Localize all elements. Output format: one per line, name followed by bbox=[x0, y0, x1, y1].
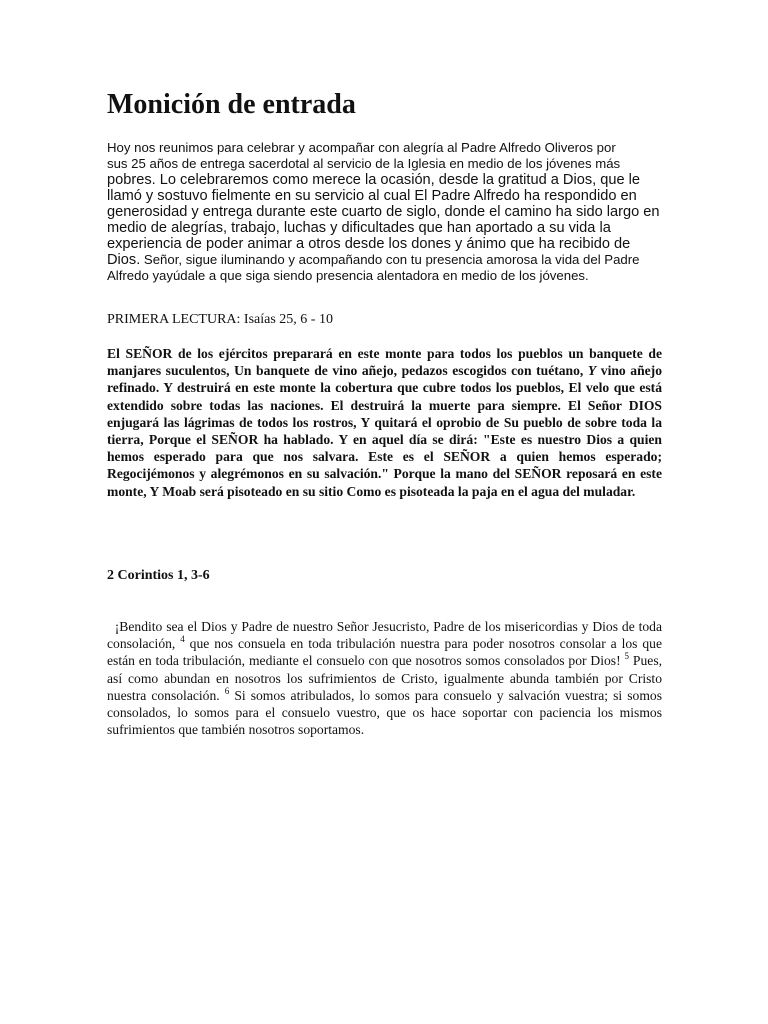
intro-line-3a: pobres. bbox=[107, 172, 156, 188]
page-title: Monición de entrada bbox=[107, 89, 356, 120]
verse-number-5: 5 bbox=[624, 651, 630, 662]
first-reading-part-2: vino añejo refinado. Y destruirá en este monte la cobertura que cubre todos los pueblos, El velo que está extendido sobre todas las naciones. El destruirá la muerte para siempre. El Señor DIOS enjugará las lágrimas de todos los rostros, Y quitará el oprobio de Su pueblo de sobre toda la tierra, Porque el SEÑOR ha hablado. Y en aquel día se dirá: "Este es nuestro Dios a quien hemos esperado para que nos salvara. Este es el SEÑOR a quien hemos esperado; Regocijémonos y alegrémonos en su salvación." Porque la mano del SEÑOR reposará en este monte, Y Moab será pisoteado en su sitio Como es pisoteada la paja en el agua del muladar. bbox=[107, 363, 662, 499]
first-reading-part-1: El SEÑOR de los ejércitos preparará en este monte para todos los pueblos un banquete de manjares suculentos, Un banquete de vino añejo, pedazos escogidos con tuétano, bbox=[107, 346, 662, 379]
second-reading-part-1: ¡Bendito sea el Dios y Padre de nuestro Señor Jesucristo, Padre de los misericordias y Dios de toda consolación, bbox=[107, 619, 663, 652]
intro-paragraph bbox=[107, 140, 667, 284]
first-reading-label: PRIMERA LECTURA: Isaías 25, 6 - 10 bbox=[107, 312, 333, 327]
second-reading-text bbox=[107, 618, 662, 738]
first-reading-italic-y: Y bbox=[587, 363, 597, 379]
second-reading-part-2: que nos consuela en toda tribulación nuestra para poder nosotros consolar a los que están en toda tribulación, mediante el consuelo con que nosotros somos consolados por Dios! bbox=[107, 636, 662, 669]
intro-closing: Señor, sigue iluminando y acompañando con tu presencia amorosa la vida del Padre Alfredo yayúdale a que siga siendo presencia alentadora en medio de los jóvenes. bbox=[107, 252, 640, 283]
second-reading-part-4: Si somos atribulados, lo somos para consuelo y salvación vuestra; si somos consolados, lo somos para el consuelo vuestro, que os hace soportar con paciencia los mismos sufrimientos que también nosotros soportamos. bbox=[107, 687, 662, 738]
first-reading-text bbox=[107, 345, 662, 500]
verse-number-6: 6 bbox=[224, 685, 230, 696]
intro-line-2: sus 25 años de entrega sacerdotal al servicio de la Iglesia en medio de los jóvenes más bbox=[107, 156, 621, 171]
verse-number-4: 4 bbox=[180, 634, 185, 645]
intro-line-1: Hoy nos reunimos para celebrar y acompañar con alegría al Padre Alfredo Oliveros por bbox=[107, 140, 616, 155]
second-reading-heading: 2 Corintios 1, 3-6 bbox=[107, 568, 210, 583]
intro-body: Lo celebraremos como merece la ocasión, desde la gratitud a Dios, que le llamó y sostuvo fielmente en su servicio al cual El Padre Alfredo ha respondido en generosidad y entrega durante este cuarto de siglo, donde el camino ha sido largo en medio de alegrías, trabajo, luchas y dificultades que han aportado a su vida la experiencia de poder animar a otros desde los dones y ánimo que ha recibido de Dios. bbox=[107, 172, 660, 268]
second-reading-part-3: Pues, así como abundan en nosotros los sufrimientos de Cristo, igualmente abunda también por Cristo nuestra consolación. bbox=[107, 653, 663, 703]
